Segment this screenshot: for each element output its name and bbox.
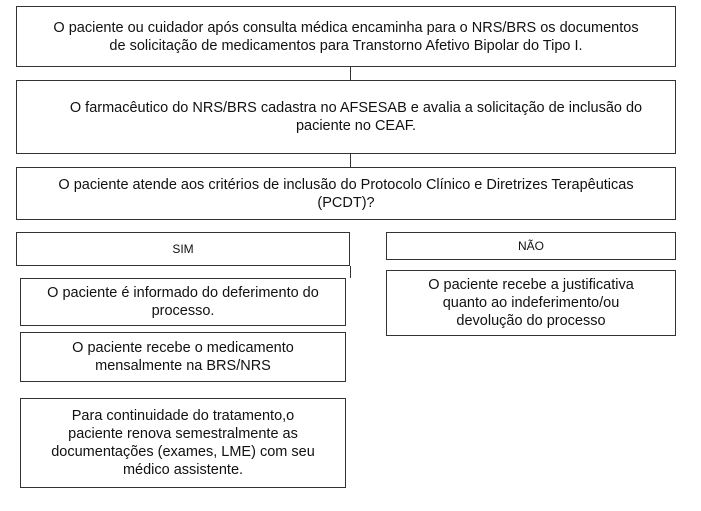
flow-yes-label-text: SIM (172, 242, 194, 256)
flow-yes-step-medication-text: O paciente recebe o medicamento mensalmente na BRS/NRS (72, 340, 294, 374)
flow-no-step-rejected (386, 270, 676, 336)
connector-step1-step2 (350, 66, 351, 80)
flow-no-label (386, 232, 676, 260)
flow-yes-step-medication (20, 332, 346, 382)
flow-decision-question-text: O paciente atende aos critérios de inclusão do Protocolo Clínico e Diretrizes Terapêuticas (PCDT)? (58, 176, 634, 211)
flow-step-registration (16, 80, 676, 154)
connector-step2-question (350, 153, 351, 167)
flow-no-step-rejected-text: O paciente recebe a justificativa quanto ao indeferimento/ou devolução do processo (428, 277, 634, 329)
flow-yes-step-approved (20, 278, 346, 326)
connector-yes-step1 (350, 266, 351, 278)
flow-yes-step-renewal-text: Para continuidade do tratamento,o paciente renova semestralmente as documentações (exames, LME) com seu médico assistente. (51, 408, 315, 478)
flow-yes-step-renewal (20, 398, 346, 488)
flow-step-referral-text: O paciente ou cuidador após consulta médica encaminha para o NRS/BRS os documentos de solicitação de medicamentos para Transtorno Afetivo Bipolar do Tipo I. (53, 19, 639, 54)
flow-no-label-text: NÃO (517, 239, 544, 253)
flow-decision-question (16, 167, 676, 220)
flow-step-registration-text: O farmacêutico do NRS/BRS cadastra no AFSESAB e avalia a solicitação de inclusão do paciente no CEAF. (69, 100, 643, 134)
flow-yes-label (16, 232, 350, 266)
flow-step-referral (16, 6, 676, 67)
flow-yes-step-approved-text: O paciente é informado do deferimento do processo. (47, 285, 319, 319)
